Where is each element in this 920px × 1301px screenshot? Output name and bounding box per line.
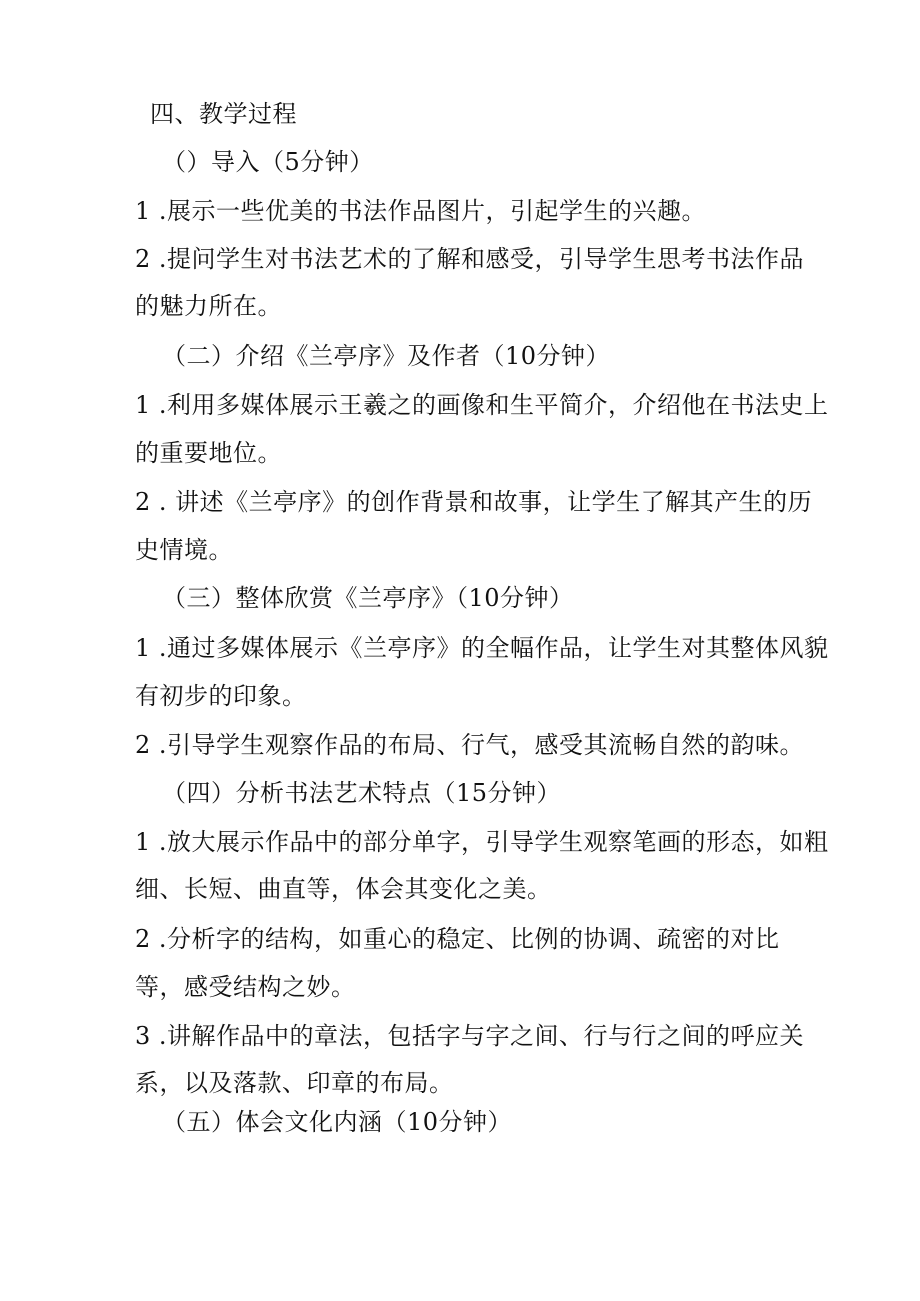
paragraph-line: 1 .通过多媒体展示《兰亭序》的全幅作品，让学生对其整体风貌: [135, 634, 829, 662]
paragraph-line: 细、长短、曲直等，体会其变化之美。: [135, 875, 552, 903]
paragraph-line: 的重要地位。: [135, 439, 282, 467]
paragraph-line: 等，感受结构之妙。: [135, 973, 356, 1001]
paragraph-line: 史情境。: [135, 536, 233, 564]
paragraph-line: 1 .展示一些优美的书法作品图片，引起学生的兴趣。: [135, 197, 707, 225]
paragraph-line: 2 .引导学生观察作品的布局、行气，感受其流畅自然的韵味。: [135, 731, 805, 759]
paragraph-line: 有初步的印象。: [135, 682, 307, 710]
part-title-author: （二）介绍《兰亭序》及作者（10分钟）: [162, 342, 611, 370]
paragraph-line: 1 .放大展示作品中的部分单字，引导学生观察笔画的形态，如粗: [135, 828, 829, 856]
paragraph-line: 2 .提问学生对书法艺术的了解和感受，引导学生思考书法作品: [135, 245, 805, 273]
part-title-appreciation: （三）整体欣赏《兰亭序》（10分钟）: [162, 584, 574, 612]
part-title-analysis: （四）分析书法艺术特点（15分钟）: [162, 779, 562, 807]
paragraph-line: 1 .利用多媒体展示王羲之的画像和生平简介，介绍他在书法史上: [135, 391, 829, 419]
paragraph-line: 的魅力所在。: [135, 292, 282, 320]
paragraph-line: 3 .讲解作品中的章法，包括字与字之间、行与行之间的呼应关: [135, 1022, 805, 1050]
paragraph-line: 2 .分析字的结构，如重心的稳定、比例的协调、疏密的对比: [135, 925, 780, 953]
part-title-culture: （五）体会文化内涵（10分钟）: [162, 1108, 513, 1136]
section-heading: 四、教学过程: [150, 100, 297, 128]
paragraph-line: 2 . 讲述《兰亭序》的创作背景和故事，让学生了解其产生的历: [135, 488, 813, 516]
part-title-intro: （）导入（5分钟）: [162, 148, 374, 176]
paragraph-line: 系，以及落款、印章的布局。: [135, 1069, 454, 1097]
